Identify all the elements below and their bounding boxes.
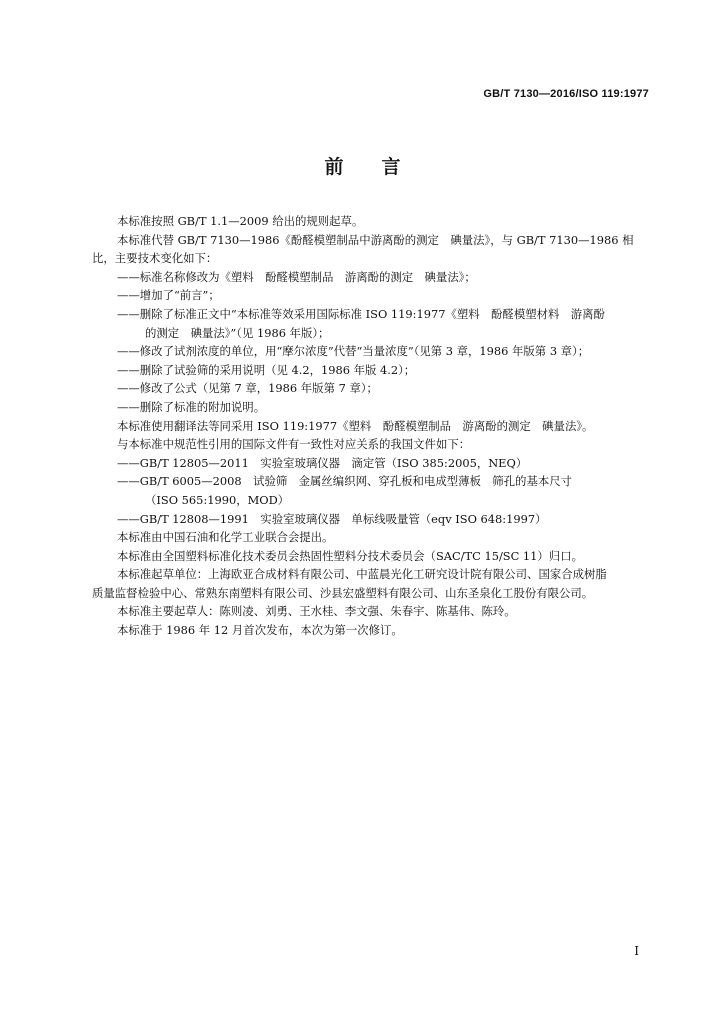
text-line: 本标准使用翻译法等同采用 ISO 119:1977《塑料 酚醛模塑制品 游离酚的测定 碘量法》。 [117,418,594,433]
text-line: 本标准代替 GB/T 7130—1986《酚醛模塑制品中游离酚的测定 碘量法》，与 GB/T 7130—1986 相 [117,232,634,247]
text-line: 本标准由全国塑料标准化技术委员会热固性塑料分技术委员会（SAC/TC 15/SC 11）归口。 [117,548,583,563]
list-item: ——删除了标准的附加说明。 [117,399,266,414]
list-item: ——删除了试验筛的采用说明（见 4.2，1986 年版 4.2）； [117,362,416,377]
text-line: 本标准主要起草人：陈则凌、刘勇、王水桂、李文强、朱春宇、陈基伟、陈玲。 [117,604,516,619]
list-item: ——修改了试剂浓度的单位，用“摩尔浓度”代替“当量浓度”（见第 3 章，1986 年版第 3 章）； [117,344,590,359]
reference-item: ——GB/T 12808—1991 实验室玻璃仪器 单标线吸量管（eqv ISO 648:1997） [117,511,547,526]
list-item: ——增加了“前言”； [117,288,220,303]
reference-item-continuation: （ISO 565:1990，MOD） [145,492,290,507]
text-line: 本标准于 1986 年 12 月首次发布，本次为第一次修订。 [117,623,403,638]
list-item: ——标准名称修改为《塑料 酚醛模塑制品 游离酚的测定 碘量法》； [117,269,476,284]
list-item-continuation: 的测定 碘量法》”（见 1986 年版）； [145,325,330,340]
text-line: 质量监督检验中心、常熟东南塑料有限公司、沙县宏盛塑料有限公司、山东圣泉化工股份有限公司。 [92,585,594,600]
reference-item: ——GB/T 12805—2011 实验室玻璃仪器 滴定管（ISO 385:2005，NEQ） [117,455,528,470]
list-item: ——删除了标准正文中“本标准等效采用国际标准 ISO 119:1977《塑料 酚醛模塑材料 游离酚 [117,306,605,321]
text-line: 本标准由中国石油和化学工业联合会提出。 [117,530,334,545]
reference-item: ——GB/T 6005—2008 试验筛 金属丝编织网、穿孔板和电成型薄板 筛孔的基本尺寸 [117,474,573,489]
text-line: 与本标准中规范性引用的国际文件有一致性对应关系的我国文件如下： [117,437,471,452]
text-line: 比，主要技术变化如下： [92,251,218,266]
standard-code-header: GB/T 7130—2016/ISO 119:1977 [483,88,649,100]
text-line: 本标准按照 GB/T 1.1—2009 给出的规则起草。 [117,214,364,228]
page-title: 前言 [324,156,439,178]
foreword-body [92,212,652,640]
page-number: I [634,944,639,958]
list-item: ——修改了公式（见第 7 章，1986 年版第 7 章）； [117,381,378,396]
text-line: 本标准起草单位：上海欧亚合成材料有限公司、中蓝晨光化工研究设计院有限公司、国家合成树脂 [117,567,607,582]
